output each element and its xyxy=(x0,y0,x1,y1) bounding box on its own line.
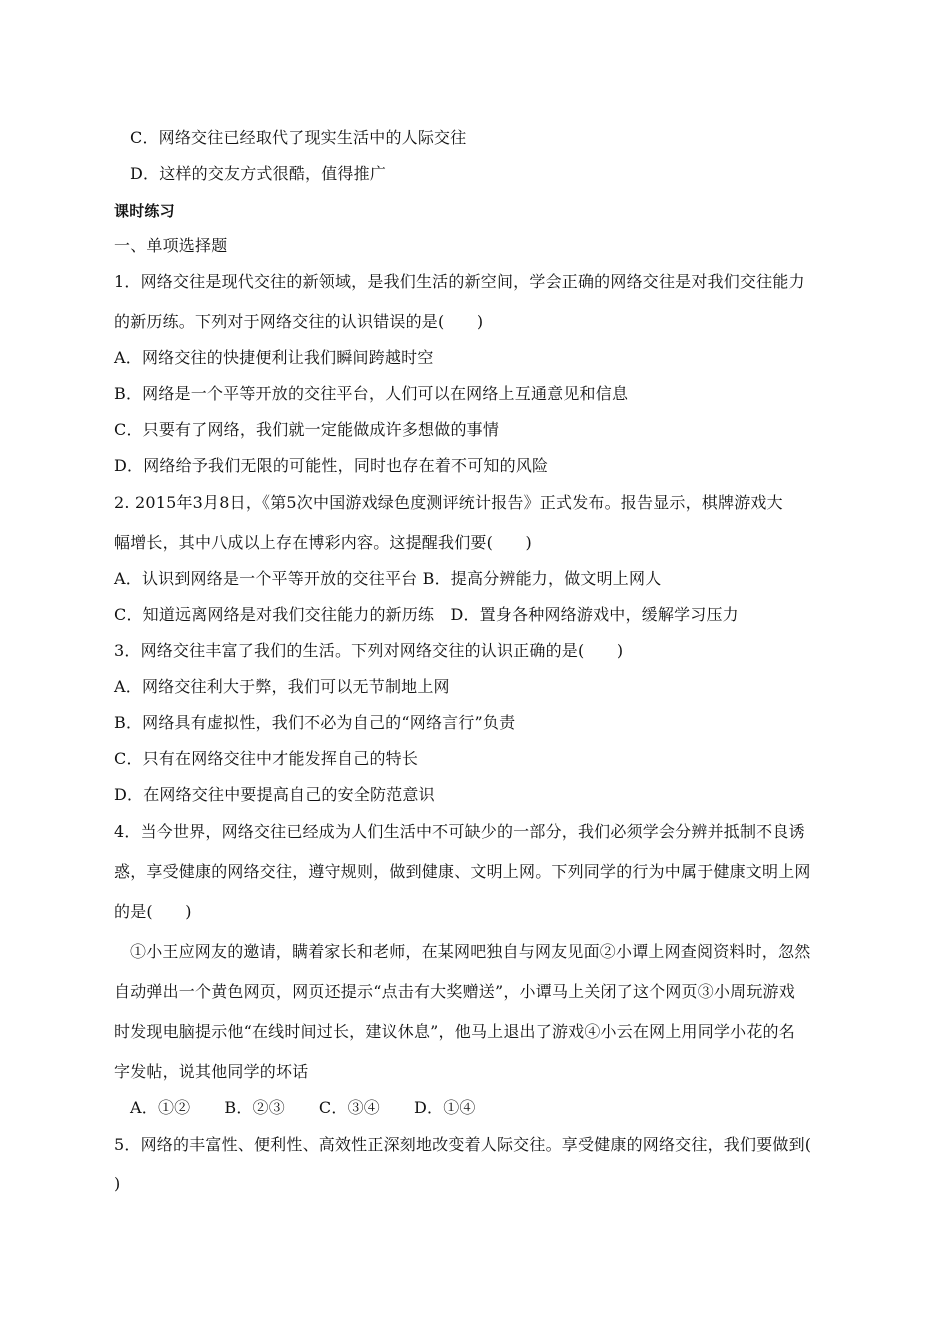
q2-stem-line2: 幅增长，其中八成以上存在博彩内容。这提醒我们要( ) xyxy=(114,533,532,552)
section-title: 课时练习 xyxy=(114,202,175,220)
q1-stem-line2: 的新历练。下列对于网络交往的认识错误的是( ) xyxy=(114,312,484,331)
q4-option-b: B．②③ xyxy=(224,1098,285,1117)
q5-stem-line2: ) xyxy=(114,1174,121,1193)
q4-stem-line1: 4．当今世界，网络交往已经成为人们生活中不可缺少的一部分，我们必须学会分辨并抵制不良诱 xyxy=(114,822,805,841)
prev-option-d: D．这样的交友方式很酷，值得推广 xyxy=(130,164,387,183)
q2-options-cd: C．知道远离网络是对我们交往能力的新历练 D．置身各种网络游戏中，缓解学习压力 xyxy=(114,605,739,624)
q1-stem-line1: 1．网络交往是现代交往的新领域，是我们生活的新空间，学会正确的网络交往是对我们交往能力 xyxy=(114,272,805,291)
q5-stem-line1: 5．网络的丰富性、便利性、高效性正深刻地改变着人际交往。享受健康的网络交往，我们要做到( xyxy=(114,1135,812,1154)
q1-option-b: B．网络是一个平等开放的交往平台，人们可以在网络上互通意见和信息 xyxy=(114,384,629,403)
q4-option-c: C．③④ xyxy=(318,1098,380,1117)
q3-option-b: B．网络具有虚拟性，我们不必为自己的“网络言行”负责 xyxy=(114,713,516,732)
q3-option-a: A．网络交往利大于弊，我们可以无节制地上网 xyxy=(114,677,450,696)
q4-stem-line2: 惑，享受健康的网络交往，遵守规则，做到健康、文明上网。下列同学的行为中属于健康文明上网 xyxy=(114,862,811,881)
q4-option-a: A．①② xyxy=(130,1098,191,1117)
prev-option-c: C．网络交往已经取代了现实生活中的人际交往 xyxy=(130,128,467,147)
q1-option-a: A．网络交往的快捷便利让我们瞬间跨越时空 xyxy=(114,348,434,367)
q4-options xyxy=(130,1098,850,1118)
section-subtitle: 一、单项选择题 xyxy=(114,236,228,255)
q4-option-d: D．①④ xyxy=(413,1098,476,1117)
q3-option-c: C．只有在网络交往中才能发挥自己的特长 xyxy=(114,749,419,768)
q1-option-c: C．只要有了网络，我们就一定能做成许多想做的事情 xyxy=(114,420,500,439)
q4-detail-line4: 字发帖，说其他同学的坏话 xyxy=(114,1062,309,1081)
q4-stem-line3: 的是( ) xyxy=(114,902,192,921)
q3-option-d: D．在网络交往中要提高自己的安全防范意识 xyxy=(114,785,435,804)
q4-detail-line1: ①小王应网友的邀请，瞒着家长和老师，在某网吧独自与网友见面②小谭上网查阅资料时，忽然 xyxy=(130,942,811,961)
q4-detail-line2: 自动弹出一个黄色网页，网页还提示“点击有大奖赠送”，小谭马上关闭了这个网页③小周玩游戏 xyxy=(114,982,795,1001)
q2-stem-line1: 2. 2015年3月8日，《第5次中国游戏绿色度测评统计报告》正式发布。报告显示，棋牌游戏大 xyxy=(114,493,783,512)
q3-stem: 3．网络交往丰富了我们的生活。下列对网络交往的认识正确的是( ) xyxy=(114,641,624,660)
q1-option-d: D．网络给予我们无限的可能性，同时也存在着不可知的风险 xyxy=(114,456,549,475)
q4-detail-line3: 时发现电脑提示他“在线时间过长，建议休息”，他马上退出了游戏④小云在网上用同学小花的名 xyxy=(114,1022,795,1041)
q2-options-ab: A．认识到网络是一个平等开放的交往平台 B．提高分辨能力，做文明上网人 xyxy=(114,569,662,588)
